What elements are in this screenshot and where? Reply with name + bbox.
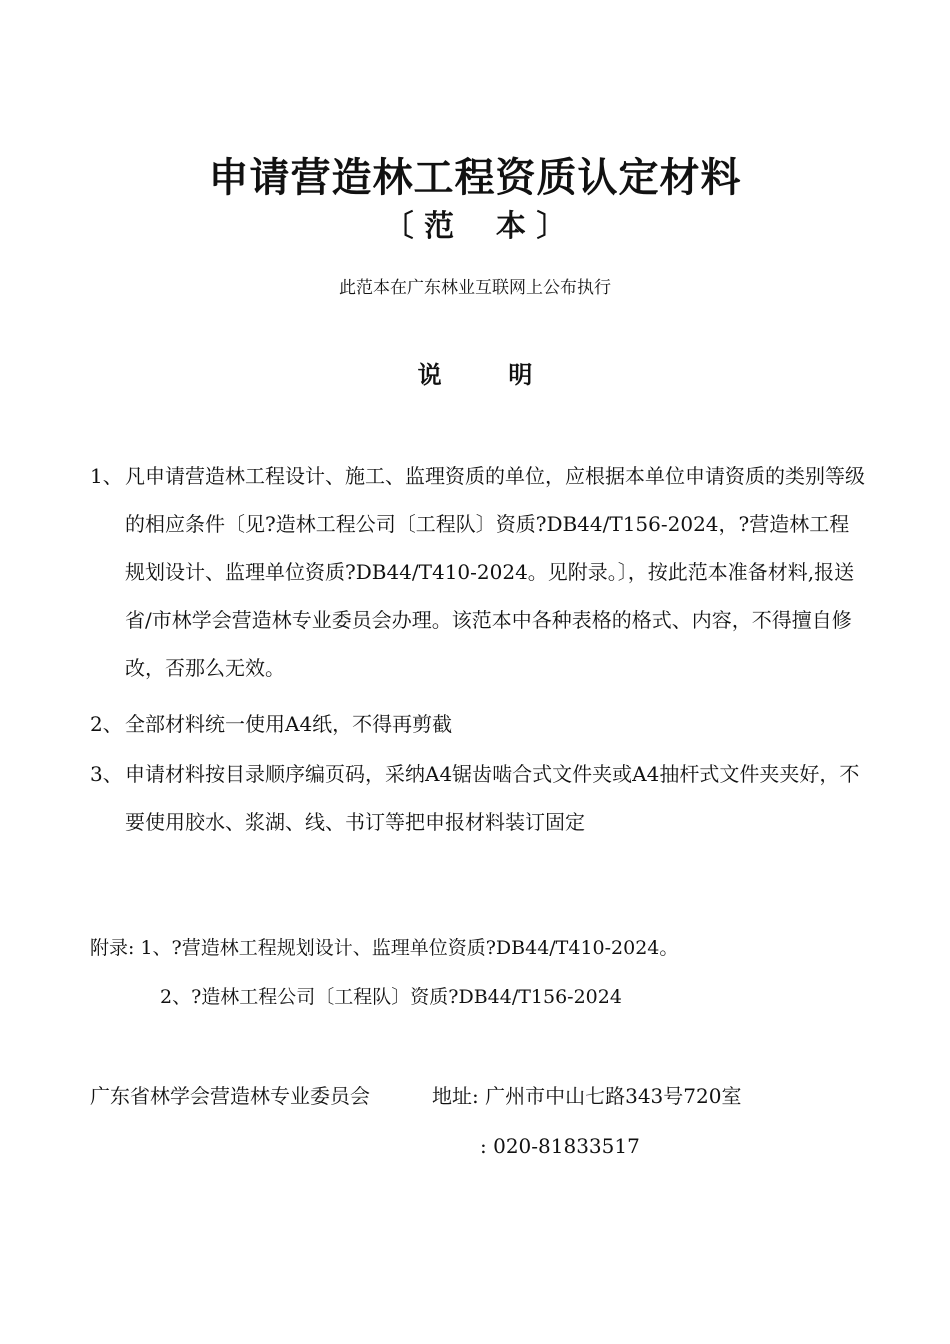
item-text: 全部材料统一使用A4纸，不得再剪截 [125, 712, 453, 736]
appendix-line-2: 2、?造林工程公司〔工程队〕资质?DB44/T156-2024 [160, 986, 622, 1008]
appendix-line-1: 附录: 1、?营造林工程规划设计、监理单位资质?DB44/T410-2024。 [90, 937, 679, 959]
item-text: 凡申请营造林工程设计、施工、监理资质的单位，应根据本单位申请资质的类别等级的相应条件〔见?造林工程公司〔工程队〕资质?DB44/T156-2024，?营造林工程规划设计、监理单位资质?DB44/T410-2024。见附录。〕，按此范本准备材料,报送省/市林学会营造林专业委员会办理。该范本中各种表格的格式、内容，不得擅自修改，否那么无效。 [125, 464, 865, 680]
instruction-item-2 [90, 700, 868, 748]
organization-name: 广东省林学会营造林专业委员会 [90, 1084, 370, 1108]
organization-phone: : 020-81833517 [480, 1134, 640, 1158]
organization-address: 地址: 广州市中山七路343号720室 [432, 1084, 742, 1108]
item-text: 申请材料按目录顺序编页码，采纳A4锯齿啮合式文件夹或A4抽杆式文件夹夹好，不要使用胶水、浆湖、线、书订等把申报材料装订固定 [125, 762, 860, 834]
item-number: 2、 [90, 712, 123, 736]
instruction-item-1 [90, 452, 868, 692]
item-number: 1、 [90, 464, 123, 488]
section-heading: 说 明 [417, 361, 533, 389]
item-number: 3、 [90, 762, 123, 786]
publication-notice: 此范本在广东林业互联网上公布执行 [339, 278, 611, 298]
instruction-item-3 [90, 750, 868, 846]
document-title: 申请营造林工程资质认定材料 [208, 155, 742, 201]
document-subtitle: 〔 范 本 〕 [383, 209, 567, 244]
